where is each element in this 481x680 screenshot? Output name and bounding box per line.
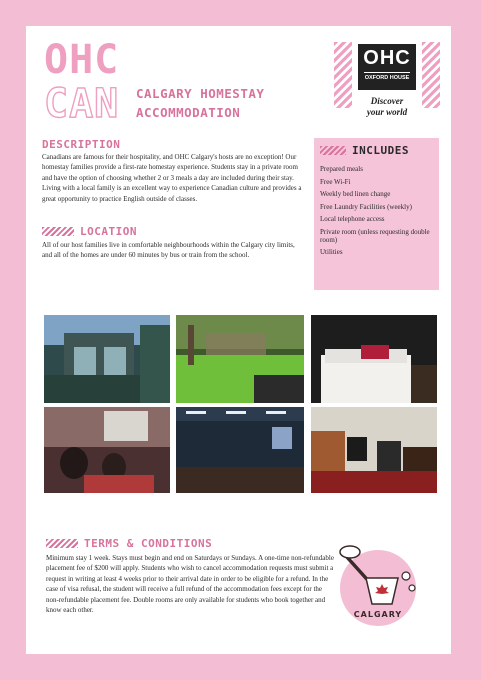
hero-can: CAN <box>44 81 120 127</box>
photo-backyard <box>176 315 304 403</box>
calgary-badge <box>326 534 422 634</box>
includes-item: Prepared meals <box>320 165 363 173</box>
photo-school-office <box>176 407 304 493</box>
photo-bedroom <box>311 315 437 403</box>
logo-tagline-2: your world <box>366 107 408 117</box>
includes-item: Utilities <box>320 248 343 256</box>
logo-hatch-right <box>422 42 440 108</box>
photo-classroom <box>44 407 170 493</box>
location-heading <box>42 225 137 238</box>
title-line-1: CALGARY HOMESTAY <box>136 86 265 101</box>
includes-item: Weekly bed linen change <box>320 190 391 198</box>
ohc-logo <box>334 42 440 148</box>
location-text: All of our host families live in comfortable neighbourhoods within the Calgary city limits, and all of the homes are under 60 minutes by bus or train from the school. <box>42 241 295 260</box>
hero-ohc: OHC <box>44 37 120 83</box>
includes-item: Private room (unless requesting double room) <box>320 227 430 244</box>
includes-heading <box>320 144 433 157</box>
includes-item: Free Wi-Fi <box>320 177 351 186</box>
badge-label: CALGARY <box>353 610 403 619</box>
logo-hatch-left <box>334 42 352 108</box>
includes-box <box>314 138 439 290</box>
includes-stripe-icon <box>320 146 346 155</box>
includes-item: Local telephone access <box>320 215 385 223</box>
terms-stripe-icon <box>46 539 78 548</box>
description-text: Canadians are famous for their hospitality, and OHC Calgary's hosts are no exception! Our homestay families provide a first-rate homestay experience. Students stay in a private room and have the option of choosing whether 2 or 3 meals a day are included during their stay. Living with a local family is an excellent way to experience Canadian culture and provides a great opportunity to practice English outside of classes. <box>42 153 302 203</box>
terms-heading <box>46 537 212 550</box>
logo-tagline <box>352 96 422 118</box>
logo-mark-text: OHC <box>363 47 411 69</box>
location-heading-text: LOCATION <box>80 225 137 238</box>
page-title <box>136 84 264 122</box>
includes-item: Free Laundry Facilities (weekly) <box>320 202 412 211</box>
location-stripe-icon <box>42 227 74 236</box>
document-page <box>26 26 451 654</box>
includes-list <box>320 165 433 256</box>
title-line-2: ACCOMMODATION <box>136 105 241 120</box>
photo-living-room <box>311 407 437 493</box>
description-heading-text: DESCRIPTION <box>42 138 121 151</box>
logo-subtitle: OXFORD HOUSE <box>364 72 410 81</box>
photo-house-exterior <box>44 315 170 403</box>
terms-text: Minimum stay 1 week. Stays must begin and end on Saturdays or Sundays. A one-time non-refundable placement fee of $200 will apply. Students who wish to cancel accommodation requests must submit a request in writing at least 4 weeks prior to their arrival date in order to be eligible for a refund. In the case of visa refusal, the student will receive a full refund of the accommodation fees except for the non-refundable placement fee. Double rooms are only available for students who book together and know each other. <box>46 554 334 615</box>
description-heading <box>42 138 120 151</box>
logo-tagline-1: Discover <box>370 96 404 106</box>
terms-heading-text: TERMS & CONDITIONS <box>84 537 213 550</box>
logo-mark <box>358 44 416 90</box>
includes-heading-text: INCLUDES <box>352 144 409 157</box>
